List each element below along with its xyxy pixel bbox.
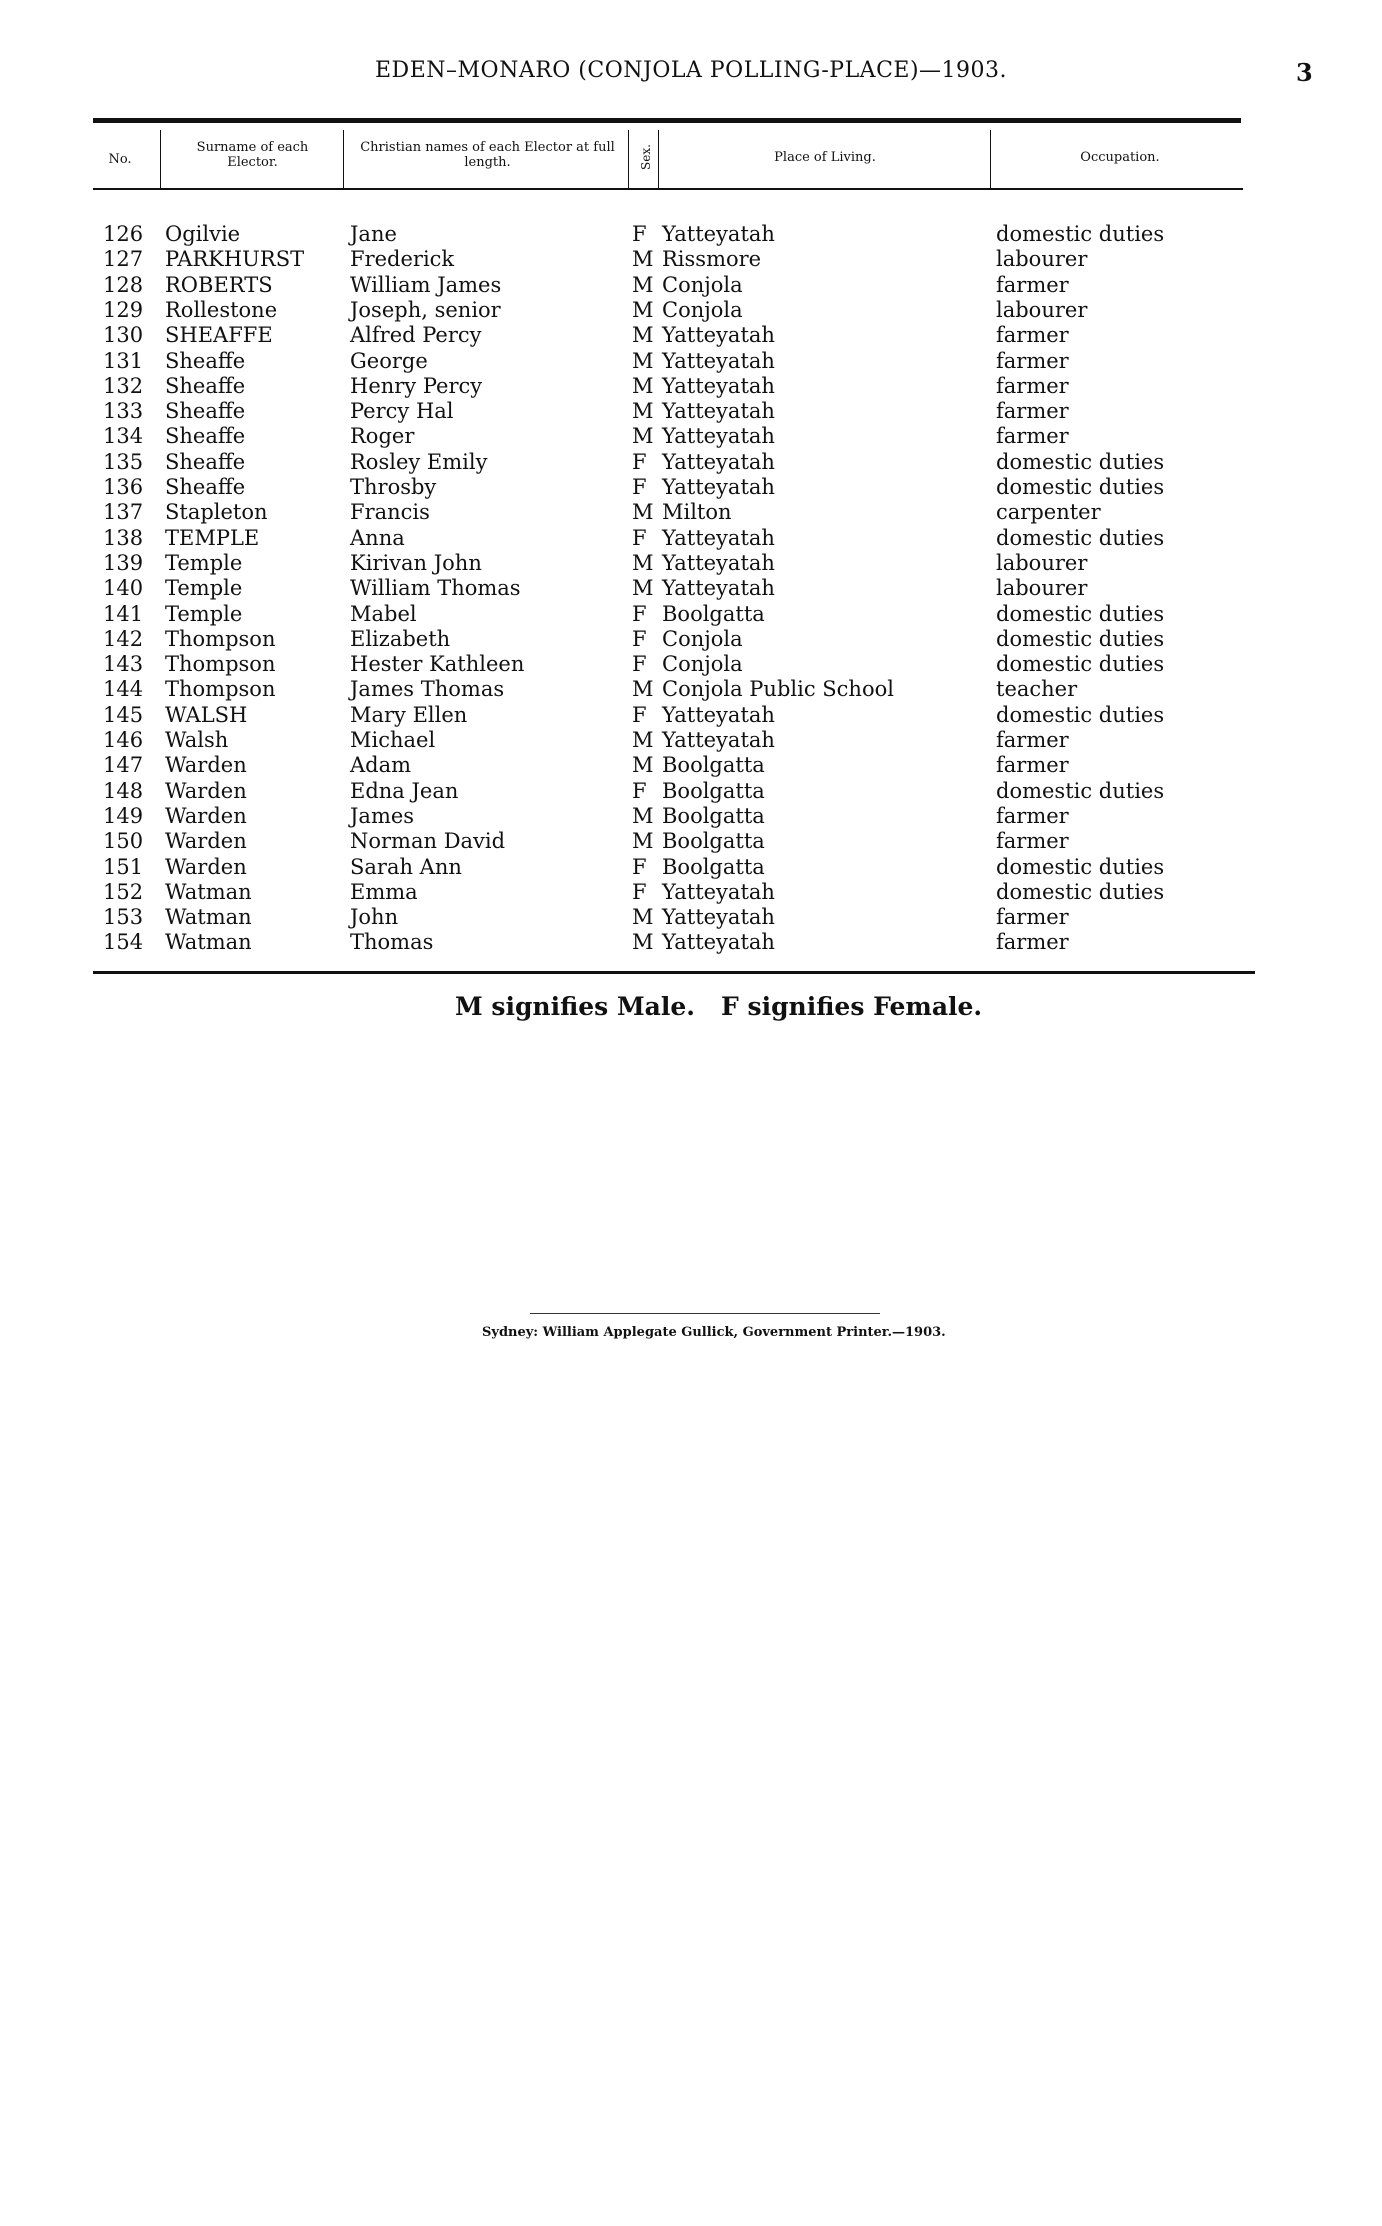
elector-sex: M: [632, 399, 654, 424]
elector-number: 138: [103, 525, 144, 550]
elector-christian-names: Henry Percy: [350, 373, 483, 398]
elector-surname: Sheaffe: [165, 449, 246, 474]
elector-christian-names: Jane: [350, 222, 397, 246]
elector-number: 127: [103, 247, 144, 272]
elector-number: 133: [103, 399, 144, 424]
elector-place-of-living: Conjola: [662, 272, 743, 297]
header-rule: [93, 188, 1243, 190]
elector-sex: M: [632, 424, 654, 449]
elector-occupation: carpenter: [996, 500, 1101, 525]
elector-number: 130: [103, 323, 144, 348]
elector-sex: M: [632, 803, 654, 828]
elector-place-of-living: Yatteyatah: [662, 550, 775, 575]
sex-legend: M signifies Male. F signifies Female.: [455, 992, 983, 1021]
elector-christian-names: Hester Kathleen: [350, 652, 525, 677]
elector-christian-names: William James: [350, 272, 502, 297]
elector-christian-names: Percy Hal: [350, 399, 454, 424]
elector-christian-names: Mabel: [350, 601, 417, 626]
elector-number: 132: [103, 373, 144, 398]
elector-occupation: domestic duties: [996, 525, 1165, 550]
elector-occupation: domestic duties: [996, 652, 1165, 677]
elector-christian-names: Thomas: [350, 930, 434, 955]
elector-sex: M: [632, 576, 654, 601]
elector-place-of-living: Conjola: [662, 652, 743, 677]
elector-surname: WALSH: [165, 702, 248, 727]
elector-place-of-living: Yatteyatah: [662, 348, 775, 373]
elector-occupation: domestic duties: [996, 222, 1165, 246]
elector-sex: M: [632, 728, 654, 752]
elector-surname: Thompson: [165, 677, 276, 702]
elector-christian-names: Frederick: [350, 247, 455, 272]
elector-sex: M: [632, 297, 654, 322]
elector-sex: F: [632, 449, 647, 474]
elector-christian-names: William Thomas: [350, 576, 521, 601]
elector-surname: Thompson: [165, 626, 276, 651]
elector-place-of-living: Boolgatta: [662, 803, 765, 828]
elector-christian-names: Roger: [350, 424, 415, 449]
elector-christian-names: Edna Jean: [350, 778, 459, 803]
column-header-no: No.: [108, 152, 132, 167]
elector-christian-names: John: [350, 905, 399, 930]
elector-occupation: labourer: [996, 247, 1088, 272]
elector-occupation: farmer: [996, 348, 1069, 373]
elector-number: 149: [103, 803, 144, 828]
printer-rule: [530, 1313, 880, 1314]
elector-occupation: farmer: [996, 905, 1069, 930]
elector-occupation: farmer: [996, 753, 1069, 778]
elector-christian-names: Francis: [350, 500, 430, 525]
elector-occupation: farmer: [996, 399, 1069, 424]
elector-surname: Warden: [165, 778, 247, 803]
elector-place-of-living: Conjola Public School: [662, 677, 894, 702]
elector-christian-names: Kirivan John: [350, 550, 482, 575]
elector-occupation: farmer: [996, 323, 1069, 348]
elector-place-of-living: Boolgatta: [662, 753, 765, 778]
elector-number: 135: [103, 449, 144, 474]
elector-christian-names: Rosley Emily: [350, 449, 488, 474]
elector-occupation: farmer: [996, 424, 1069, 449]
elector-surname: PARKHURST: [165, 247, 305, 272]
elector-christian-names: Alfred Percy: [350, 323, 482, 348]
elector-place-of-living: Yatteyatah: [662, 424, 775, 449]
elector-christian-names: Sarah Ann: [350, 854, 462, 879]
elector-occupation: labourer: [996, 297, 1088, 322]
elector-sex: F: [632, 652, 647, 677]
elector-number: 126: [103, 222, 144, 246]
elector-place-of-living: Conjola: [662, 626, 743, 651]
elector-occupation: farmer: [996, 829, 1069, 854]
elector-number: 152: [103, 879, 144, 904]
elector-surname: Warden: [165, 753, 247, 778]
top-rule: [93, 118, 1241, 123]
elector-sex: F: [632, 525, 647, 550]
elector-occupation: farmer: [996, 272, 1069, 297]
elector-sex: M: [632, 753, 654, 778]
elector-christian-names: Norman David: [350, 829, 506, 854]
elector-surname: Sheaffe: [165, 348, 246, 373]
elector-christian-names: Adam: [350, 753, 412, 778]
elector-occupation: farmer: [996, 728, 1069, 752]
elector-surname: Stapleton: [165, 500, 268, 525]
elector-place-of-living: Yatteyatah: [662, 525, 775, 550]
column-header-place: Place of Living.: [774, 150, 876, 165]
elector-place-of-living: Yatteyatah: [662, 879, 775, 904]
elector-place-of-living: Yatteyatah: [662, 399, 775, 424]
elector-surname: Walsh: [165, 728, 229, 752]
elector-number: 142: [103, 626, 144, 651]
elector-place-of-living: Yatteyatah: [662, 905, 775, 930]
elector-place-of-living: Boolgatta: [662, 601, 765, 626]
elector-number: 148: [103, 778, 144, 803]
elector-number: 136: [103, 475, 144, 499]
elector-surname: Sheaffe: [165, 373, 246, 398]
elector-surname: Ogilvie: [165, 222, 241, 246]
elector-occupation: teacher: [996, 677, 1078, 702]
elector-place-of-living: Boolgatta: [662, 778, 765, 803]
elector-occupation: domestic duties: [996, 879, 1165, 904]
elector-surname: Sheaffe: [165, 424, 246, 449]
elector-occupation: domestic duties: [996, 702, 1165, 727]
elector-number: 144: [103, 677, 144, 702]
elector-sex: M: [632, 829, 654, 854]
elector-sex: M: [632, 348, 654, 373]
elector-place-of-living: Milton: [662, 500, 732, 525]
elector-sex: M: [632, 905, 654, 930]
elector-sex: F: [632, 222, 647, 246]
elector-number: 153: [103, 905, 144, 930]
elector-surname: SHEAFFE: [165, 323, 273, 348]
elector-christian-names: Joseph, senior: [350, 297, 501, 322]
elector-christian-names: Anna: [350, 525, 405, 550]
elector-occupation: labourer: [996, 550, 1088, 575]
elector-occupation: domestic duties: [996, 626, 1165, 651]
page-title: EDEN–MONARO (CONJOLA POLLING-PLACE)—1903.: [375, 58, 1008, 83]
elector-surname: Warden: [165, 803, 247, 828]
elector-number: 146: [103, 728, 144, 752]
elector-number: 129: [103, 297, 144, 322]
elector-christian-names: James: [350, 803, 415, 828]
elector-surname: Sheaffe: [165, 399, 246, 424]
column-separator: [343, 130, 344, 188]
elector-surname: Temple: [165, 550, 243, 575]
elector-surname: TEMPLE: [165, 525, 260, 550]
elector-sex: M: [632, 373, 654, 398]
elector-occupation: domestic duties: [996, 449, 1165, 474]
elector-sex: M: [632, 677, 654, 702]
page-number: 3: [1296, 58, 1313, 87]
elector-number: 131: [103, 348, 144, 373]
elector-christian-names: Throsby: [350, 475, 437, 499]
elector-sex: M: [632, 930, 654, 955]
column-header-christian: Christian names of each Elector at full length.: [360, 140, 615, 170]
elector-place-of-living: Yatteyatah: [662, 576, 775, 601]
column-separator: [628, 130, 629, 188]
elector-christian-names: Michael: [350, 728, 436, 752]
elector-sex: F: [632, 778, 647, 803]
elector-place-of-living: Yatteyatah: [662, 728, 775, 752]
elector-sex: M: [632, 323, 654, 348]
elector-place-of-living: Yatteyatah: [662, 222, 775, 246]
printer-imprint: Sydney: William Applegate Gullick, Government Printer.—1903.: [482, 1325, 946, 1340]
elector-surname: Thompson: [165, 652, 276, 677]
elector-surname: Watman: [165, 879, 252, 904]
elector-sex: F: [632, 475, 647, 499]
column-header-occupation: Occupation.: [1080, 150, 1160, 165]
elector-sex: F: [632, 702, 647, 727]
elector-surname: Watman: [165, 905, 252, 930]
elector-number: 128: [103, 272, 144, 297]
elector-surname: Rollestone: [165, 297, 278, 322]
elector-number: 140: [103, 576, 144, 601]
elector-surname: ROBERTS: [165, 272, 273, 297]
elector-place-of-living: Yatteyatah: [662, 702, 775, 727]
elector-place-of-living: Yatteyatah: [662, 930, 775, 955]
elector-place-of-living: Boolgatta: [662, 829, 765, 854]
elector-surname: Watman: [165, 930, 252, 955]
elector-occupation: farmer: [996, 930, 1069, 955]
elector-occupation: labourer: [996, 576, 1088, 601]
elector-number: 150: [103, 829, 144, 854]
elector-number: 134: [103, 424, 144, 449]
elector-surname: Sheaffe: [165, 475, 246, 499]
elector-place-of-living: Boolgatta: [662, 854, 765, 879]
column-header-sex: Sex.: [638, 144, 653, 170]
elector-place-of-living: Yatteyatah: [662, 449, 775, 474]
elector-place-of-living: Yatteyatah: [662, 475, 775, 499]
bottom-rule: [93, 971, 1255, 974]
elector-place-of-living: Rissmore: [662, 247, 762, 272]
elector-surname: Warden: [165, 829, 247, 854]
elector-number: 141: [103, 601, 144, 626]
elector-number: 143: [103, 652, 144, 677]
elector-occupation: domestic duties: [996, 778, 1165, 803]
elector-number: 139: [103, 550, 144, 575]
elector-sex: F: [632, 879, 647, 904]
elector-place-of-living: Conjola: [662, 297, 743, 322]
elector-place-of-living: Yatteyatah: [662, 323, 775, 348]
elector-christian-names: James Thomas: [350, 677, 505, 702]
column-separator: [658, 130, 659, 188]
elector-number: 145: [103, 702, 144, 727]
elector-christian-names: Mary Ellen: [350, 702, 468, 727]
elector-place-of-living: Yatteyatah: [662, 373, 775, 398]
column-header-surname: Surname of each Elector.: [196, 140, 309, 170]
elector-sex: F: [632, 854, 647, 879]
elector-number: 154: [103, 930, 144, 955]
elector-number: 151: [103, 854, 144, 879]
column-separator: [160, 130, 161, 188]
elector-occupation: domestic duties: [996, 601, 1165, 626]
elector-sex: M: [632, 550, 654, 575]
elector-sex: F: [632, 601, 647, 626]
column-separator: [990, 130, 991, 188]
elector-surname: Temple: [165, 576, 243, 601]
elector-surname: Temple: [165, 601, 243, 626]
elector-occupation: farmer: [996, 373, 1069, 398]
elector-sex: M: [632, 272, 654, 297]
elector-christian-names: Emma: [350, 879, 418, 904]
elector-occupation: domestic duties: [996, 854, 1165, 879]
elector-occupation: farmer: [996, 803, 1069, 828]
elector-sex: F: [632, 626, 647, 651]
elector-occupation: domestic duties: [996, 475, 1165, 499]
elector-surname: Warden: [165, 854, 247, 879]
elector-number: 147: [103, 753, 144, 778]
elector-christian-names: George: [350, 348, 428, 373]
elector-sex: M: [632, 247, 654, 272]
elector-christian-names: Elizabeth: [350, 626, 451, 651]
elector-sex: M: [632, 500, 654, 525]
elector-number: 137: [103, 500, 144, 525]
